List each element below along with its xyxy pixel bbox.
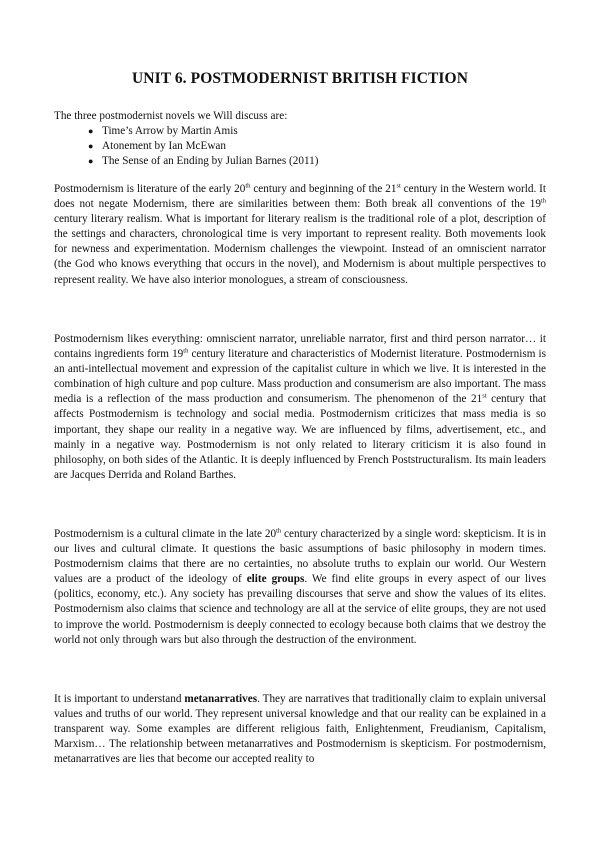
superscript: th <box>183 347 189 355</box>
text-run: . We find elite groups in every aspect of our lives (politics, economy, etc.). Any society has prevailing discourses that serve and show the values of its elites. Postmodernism also claims that science and technology are all at the service of elite groups, they are not used to improve the world. Postmodernism is deeply connected to ecology because both claims that we destroy the world not only through wars but also through the destruction of the environment. <box>54 573 546 646</box>
superscript: st <box>396 182 401 190</box>
list-item <box>88 124 546 139</box>
text-run: century that affects Postmodernism is technology and social media. Postmodernism criticizes that mass media is so important, they shape our reality in a negative way. We are influenced by films, advertisement, etc., and mainly in a negative way. Postmodernism is not only related to literary criticism it is also found in philosophy, on both sides of the Atlantic. It is deeply influenced by French Poststructuralism. Its main leaders are Jacques Derrida and Roland Barthes. <box>54 393 546 481</box>
text-run: Postmodernism is a cultural climate in the late 20 <box>54 528 277 540</box>
superscript: st <box>482 392 487 400</box>
text-run: Postmodernism likes everything: omniscient narrator, unreliable narrator, first and third person narrator… it contains ingredients form 19 <box>54 333 546 361</box>
paragraph-2 <box>54 332 546 483</box>
bold-term: elite groups <box>246 573 305 586</box>
text-run: century literature and characteristics of Modernist literature. Postmodernism is an anti-intellectual movement and expression of the capitalist culture in which we live. It is interested in the combination of high culture and pop culture. Mass production and consumerism are also important. The mass media is a reflection of the mass production and consumerism. The phenomenon of the 21 <box>54 348 546 406</box>
bullet-icon: ● <box>88 141 94 151</box>
novel-title: The Sense of an Ending by Julian Barnes (2011) <box>102 155 319 167</box>
paragraph-1 <box>54 182 546 288</box>
list-item <box>88 139 546 154</box>
superscript: th <box>276 527 282 535</box>
novel-list <box>54 124 546 169</box>
intro-section <box>54 109 546 169</box>
text-run: Postmodernism is literature of the early 20 <box>54 183 246 195</box>
list-item <box>88 154 546 169</box>
text-run: century characterized by a single word: skepticism. It is in our lives and cultural climate. It questions the basic assumptions of basic philosophy in modern times. Postmodernism claims that there are no certainties, no absolute truths to explain our world. Our Western values are a product of the ideology of <box>54 528 546 586</box>
novel-title: Atonement by Ian McEwan <box>102 140 226 152</box>
intro-lead: The three postmodernist novels we Will discuss are: <box>54 110 288 122</box>
superscript: th <box>245 182 251 190</box>
text-run: century in the Western world. It does not negate Modernism, there are similarities between them: Both break all conventions of the 19 <box>54 183 546 211</box>
bullet-icon: ● <box>88 156 94 166</box>
text-run: . They are narratives that traditionally claim to explain universal values and truths of our world. They represent universal knowledge and that our reality can be explained in a transparent way. Some examples are different religious faith, Enlightenment, Freudianism, Capitalism, Marxism… The relationship between metanarratives and Postmodernism is skepticism. For postmodernism, metanarratives are lies that become our accepted reality to <box>54 693 546 766</box>
paragraph-3 <box>54 527 546 648</box>
superscript: th <box>540 197 546 205</box>
novel-title: Time’s Arrow by Martin Amis <box>102 125 238 137</box>
page-title: UNIT 6. POSTMODERNIST BRITISH FICTION <box>131 70 469 87</box>
text-run: century and beginning of the 21 <box>250 183 397 195</box>
bullet-icon: ● <box>88 126 94 136</box>
text-run: century literary realism. What is important for literary realism is the traditional role of a plot, description of the settings and characters, chronological time is very important to represent reality. Both movements look for newness and experimentation. Modernism challenges the viewpoint. Instead of an omniscient narrator (the God who knows everything that occurs in the novel), and Modernism is about multiple perspectives to represent reality. We have also interior monologues, a stream of consciousness. <box>54 213 546 286</box>
bold-term: metanarratives <box>184 693 258 705</box>
paragraph-4 <box>54 692 546 767</box>
text-run: It is important to understand <box>54 693 185 705</box>
